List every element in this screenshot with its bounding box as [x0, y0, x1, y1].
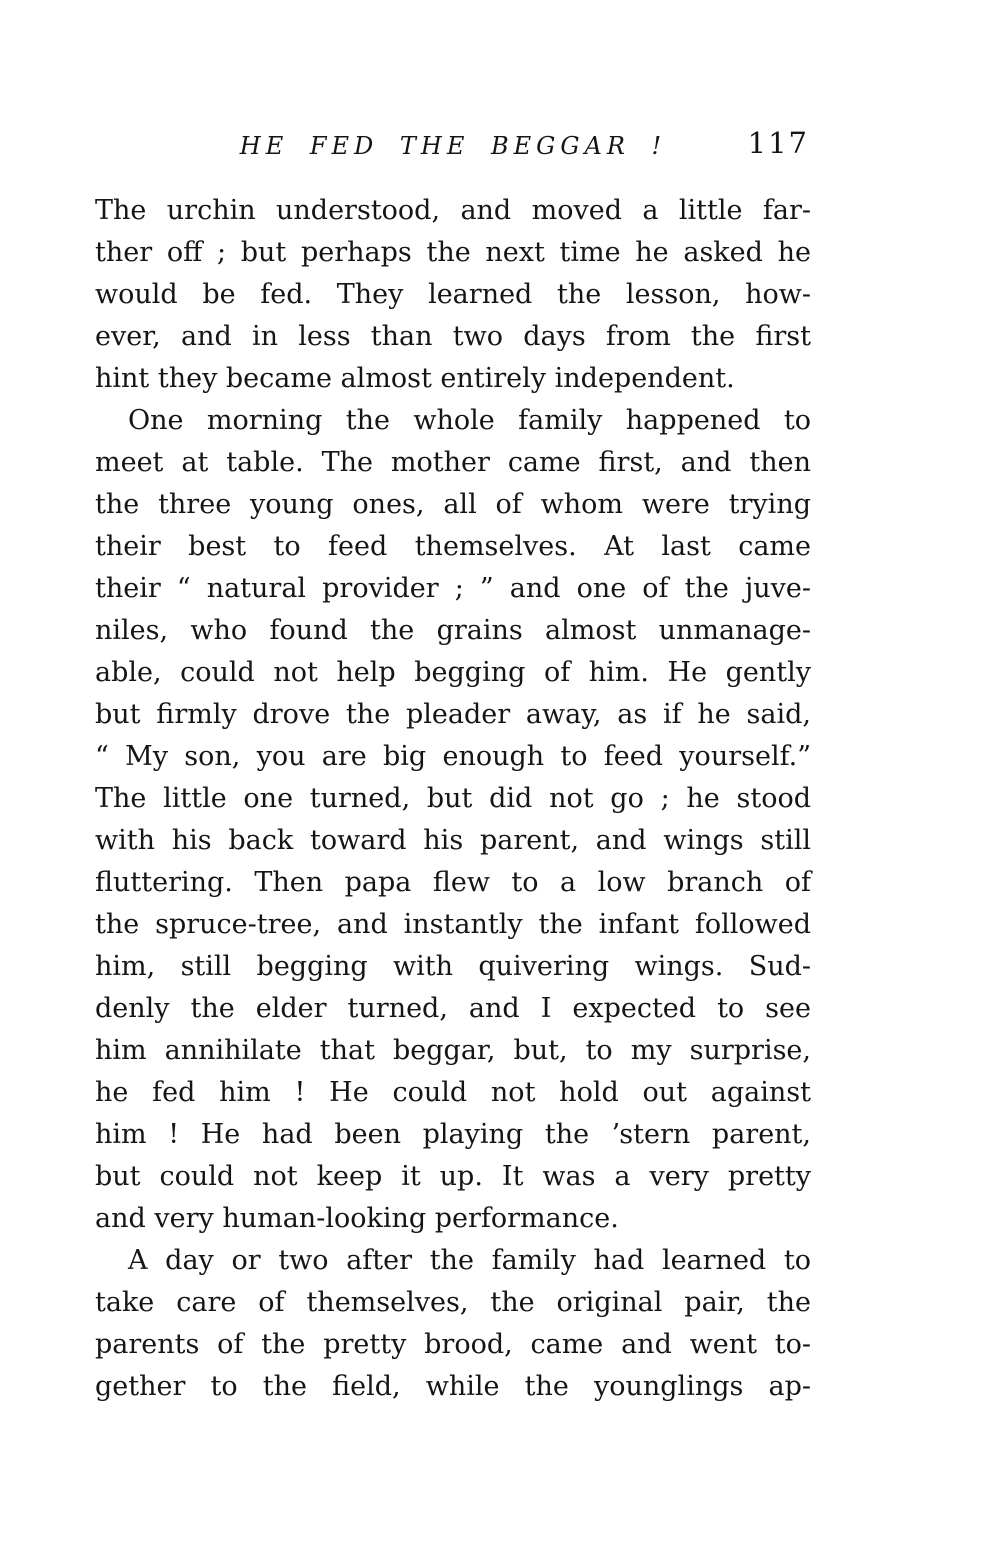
- text-line: their best to feed themselves. At last came: [95, 531, 811, 562]
- text-line: gether to the field, while the younglings ap-: [95, 1371, 811, 1402]
- text-line: The urchin understood, and moved a little far-: [95, 195, 811, 226]
- text-line: A day or two after the family had learned to: [128, 1245, 811, 1276]
- text-line: but firmly drove the pleader away, as if he said,: [95, 699, 811, 730]
- paragraph: [95, 190, 811, 400]
- text-line: the spruce-tree, and instantly the infant followed: [95, 909, 811, 940]
- text-line: fluttering. Then papa flew to a low branch of: [95, 867, 811, 898]
- running-head: HE FED THE BEGGAR !: [239, 132, 667, 160]
- text-line: ever, and in less than two days from the first: [95, 321, 811, 352]
- text-line: parents of the pretty brood, came and went to-: [95, 1329, 811, 1360]
- text-line: denly the elder turned, and I expected to see: [95, 993, 811, 1024]
- page-number: 117: [747, 126, 809, 160]
- paragraph: [95, 400, 811, 1240]
- text-line: him ! He had been playing the ʼstern parent,: [95, 1119, 811, 1150]
- text-block: [95, 126, 811, 1408]
- text-line: would be fed. They learned the lesson, how-: [95, 279, 811, 310]
- text-line: take care of themselves, the original pair, the: [95, 1287, 811, 1318]
- text-line: the three young ones, all of whom were trying: [95, 489, 811, 520]
- text-line: ther off ; but perhaps the next time he asked he: [95, 237, 811, 268]
- page-header: [95, 126, 811, 170]
- text-line: with his back toward his parent, and wings still: [95, 825, 811, 856]
- text-line: hint they became almost entirely independent.: [95, 363, 735, 394]
- text-line: The little one turned, but did not go ; he stood: [95, 783, 811, 814]
- text-line: but could not keep it up. It was a very pretty: [95, 1161, 811, 1192]
- text-line: meet at table. The mother came first, and then: [95, 447, 811, 478]
- text-line: niles, who found the grains almost unmanage-: [95, 615, 811, 646]
- text-line: able, could not help begging of him. He gently: [95, 657, 811, 688]
- text-line: him, still begging with quivering wings. Sud-: [95, 951, 811, 982]
- paragraph: [95, 1240, 811, 1408]
- text-line: he fed him ! He could not hold out against: [95, 1077, 811, 1108]
- text-line: “ My son, you are big enough to feed yourself.”: [95, 741, 811, 772]
- page-body: [95, 190, 811, 1408]
- text-line: and very human-looking performance.: [95, 1203, 619, 1234]
- text-line: One morning the whole family happened to: [128, 405, 811, 436]
- text-line: him annihilate that beggar, but, to my surprise,: [95, 1035, 811, 1066]
- text-line: their “ natural provider ; ” and one of the juve-: [95, 573, 811, 604]
